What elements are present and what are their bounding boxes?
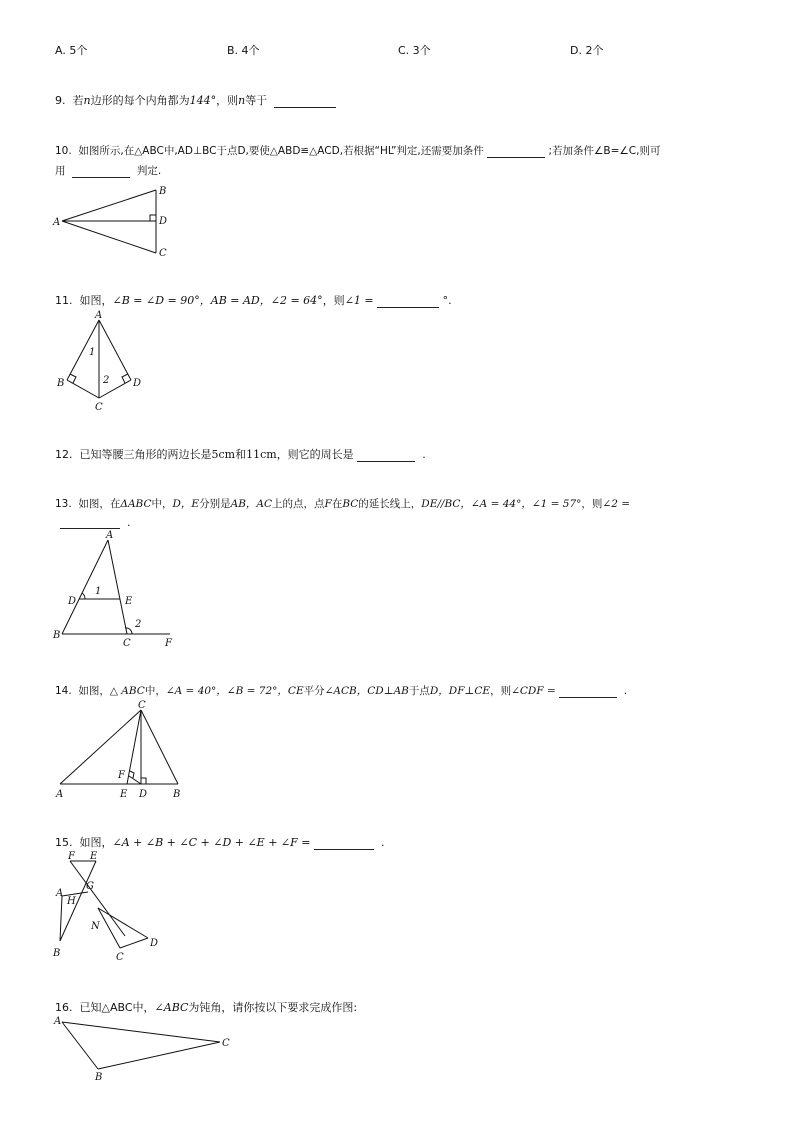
- option-c: C. 3个: [398, 44, 431, 57]
- math-angle: ∠ABC: [154, 1001, 189, 1014]
- figure-q13: [50, 530, 180, 650]
- question-text: 用: [55, 165, 66, 177]
- label-a: A: [106, 530, 114, 541]
- label-angle-2: 2: [135, 619, 142, 630]
- question-text: 等于: [245, 94, 268, 107]
- segment-ac: [108, 540, 127, 634]
- figure-q11: [55, 310, 155, 415]
- segment-ac: [62, 221, 156, 253]
- label-b: B: [53, 630, 61, 641]
- question-text: 已知等腰三角形的两边长是: [79, 448, 212, 461]
- math-point: F: [324, 498, 332, 510]
- label-b: B: [53, 948, 61, 959]
- label-a: A: [53, 217, 61, 228]
- math-target: ∠1 =: [344, 294, 374, 307]
- figure-q10: [50, 182, 190, 262]
- label-a: A: [54, 1016, 62, 1027]
- math-n: n: [83, 94, 91, 107]
- segment-bc: [98, 1042, 220, 1069]
- label-c: C: [123, 638, 131, 649]
- question-number: 12.: [55, 448, 73, 461]
- label-f: F: [165, 638, 172, 649]
- question-10: [55, 143, 660, 158]
- question-text: 如图所示,在△ABC中,AD⊥BC于点D,要使△ABD≌△ACD,若根据“HL”判定,还需要加条件: [78, 145, 484, 157]
- question-text: 的延长线上，: [358, 498, 422, 510]
- label-a: A: [95, 310, 103, 321]
- answer-blank[interactable]: [377, 295, 439, 308]
- question-text: 如图，: [79, 294, 113, 307]
- question-number: 14.: [55, 685, 72, 697]
- option-a: A. 5个: [55, 44, 88, 57]
- label-f: F: [68, 851, 75, 862]
- label-angle-1: 1: [89, 347, 96, 358]
- math-value: 5cm: [211, 448, 236, 461]
- math-sides: AB，AC: [230, 498, 273, 510]
- math-points: D，E: [172, 498, 200, 510]
- math-target: ∠CDF =: [511, 685, 556, 697]
- question-text: 于点: [408, 685, 430, 697]
- question-number: 13.: [55, 498, 72, 510]
- label-c: C: [116, 952, 124, 963]
- question-text: ，则它的周长是: [276, 448, 354, 461]
- figure-q16: [50, 1012, 250, 1092]
- question-text: 边形的每个内角都为: [90, 94, 190, 107]
- label-angle-1: 1: [95, 586, 102, 597]
- segment-cd: [120, 938, 148, 948]
- label-g: G: [86, 881, 94, 892]
- question-13-line2: [60, 516, 131, 529]
- question-text: 已知△ABC中，: [79, 1001, 155, 1014]
- question-14: [55, 683, 627, 698]
- math-formula: ∠B = ∠D = 90°，AB = AD，∠2 = 64°: [112, 294, 323, 307]
- answer-blank[interactable]: [487, 145, 545, 158]
- question-text: .: [127, 516, 131, 529]
- question-text: 在: [331, 498, 343, 510]
- label-d: D: [133, 378, 142, 389]
- segment-ab: [62, 190, 156, 221]
- question-number: 15.: [55, 836, 73, 849]
- question-text: ，则: [216, 94, 239, 107]
- segment-df: [129, 776, 141, 784]
- question-text: .: [381, 836, 385, 849]
- question-text: ;若加条件∠B=∠C,则可: [548, 145, 661, 157]
- label-f: F: [118, 770, 125, 781]
- label-angle-2: 2: [103, 375, 110, 386]
- label-d: D: [159, 216, 168, 227]
- answer-blank[interactable]: [357, 449, 415, 462]
- segment-bc: [141, 710, 178, 784]
- math-angle: 144°: [189, 94, 217, 107]
- segment-ab: [60, 896, 62, 941]
- question-text: ，则: [322, 294, 345, 307]
- answer-blank[interactable]: [314, 837, 374, 850]
- math-side: BC: [342, 498, 359, 510]
- question-text: 上的点，点: [272, 498, 325, 510]
- question-text: 为钝角，请你按以下要求完成作图:: [188, 1001, 358, 1014]
- question-text: 中，: [144, 685, 166, 697]
- question-text: 分别是: [199, 498, 231, 510]
- question-11: [55, 292, 452, 308]
- right-angle-mark-d: [141, 778, 146, 784]
- right-angle-mark: [150, 215, 156, 221]
- question-text: ，则: [490, 685, 512, 697]
- option-b: B. 4个: [227, 44, 260, 57]
- question-text: 判定.: [136, 165, 162, 177]
- question-text: 若: [72, 94, 84, 107]
- question-text: °.: [442, 294, 452, 307]
- question-12: [55, 446, 426, 462]
- label-d: D: [139, 789, 148, 800]
- question-text: 和: [235, 448, 247, 461]
- segment-ac: [62, 1022, 220, 1042]
- math-conditions: DE//BC，∠A = 44°，∠1 = 57°: [421, 498, 582, 510]
- math-triangle: △ ABC: [109, 685, 145, 697]
- question-text: .: [623, 685, 628, 697]
- label-n: N: [91, 921, 100, 932]
- label-c: C: [138, 700, 146, 711]
- question-text: 如图，: [78, 685, 110, 697]
- answer-blank[interactable]: [559, 685, 617, 698]
- segment-bc: [67, 380, 99, 398]
- label-c: C: [222, 1038, 230, 1049]
- math-formula: ∠A + ∠B + ∠C + ∠D + ∠E + ∠F =: [112, 836, 311, 849]
- label-c: C: [95, 402, 103, 413]
- question-text: 如图，: [79, 836, 113, 849]
- angle-arc-1: [82, 593, 85, 599]
- label-e: E: [120, 789, 128, 800]
- question-10-line2: [55, 163, 161, 178]
- question-number: 16.: [55, 1001, 73, 1014]
- math-triangle: ΔABC: [120, 498, 152, 510]
- figure-q14: [50, 698, 190, 803]
- answer-blank[interactable]: [72, 165, 130, 178]
- label-h: H: [67, 896, 76, 907]
- math-target: ∠2 =: [602, 498, 631, 510]
- question-text: .: [422, 448, 426, 461]
- math-value: 11cm: [246, 448, 277, 461]
- label-b: B: [173, 789, 181, 800]
- answer-blank[interactable]: [274, 95, 336, 108]
- question-9: [55, 92, 336, 108]
- math-conditions: D，DF⊥CE: [429, 685, 491, 697]
- option-d: D. 2个: [570, 44, 604, 57]
- question-13: [55, 496, 630, 511]
- label-b: B: [95, 1072, 103, 1083]
- question-text: 平分: [303, 685, 325, 697]
- label-d: D: [68, 596, 77, 607]
- label-a: A: [56, 789, 64, 800]
- answer-blank[interactable]: [60, 516, 120, 529]
- label-d: D: [150, 938, 159, 949]
- label-e: E: [90, 851, 98, 862]
- label-a: A: [56, 888, 64, 899]
- segment-ab: [62, 1022, 98, 1069]
- math-n: n: [238, 94, 246, 107]
- math-conditions: ∠ACB，CD⊥AB: [324, 685, 409, 697]
- label-b: B: [57, 378, 65, 389]
- label-c: C: [159, 248, 167, 259]
- figure-q15: [50, 846, 180, 966]
- question-text: ，则: [581, 498, 603, 510]
- question-number: 11.: [55, 294, 73, 307]
- math-conditions: ∠A = 40°，∠B = 72°，CE: [165, 685, 304, 697]
- question-text: 如图，在: [78, 498, 121, 510]
- question-number: 10.: [55, 145, 72, 157]
- segment-ad: [99, 320, 131, 380]
- label-e: E: [125, 596, 133, 607]
- label-b: B: [159, 186, 167, 197]
- question-number: 9.: [55, 94, 66, 107]
- question-text: 中，: [151, 498, 173, 510]
